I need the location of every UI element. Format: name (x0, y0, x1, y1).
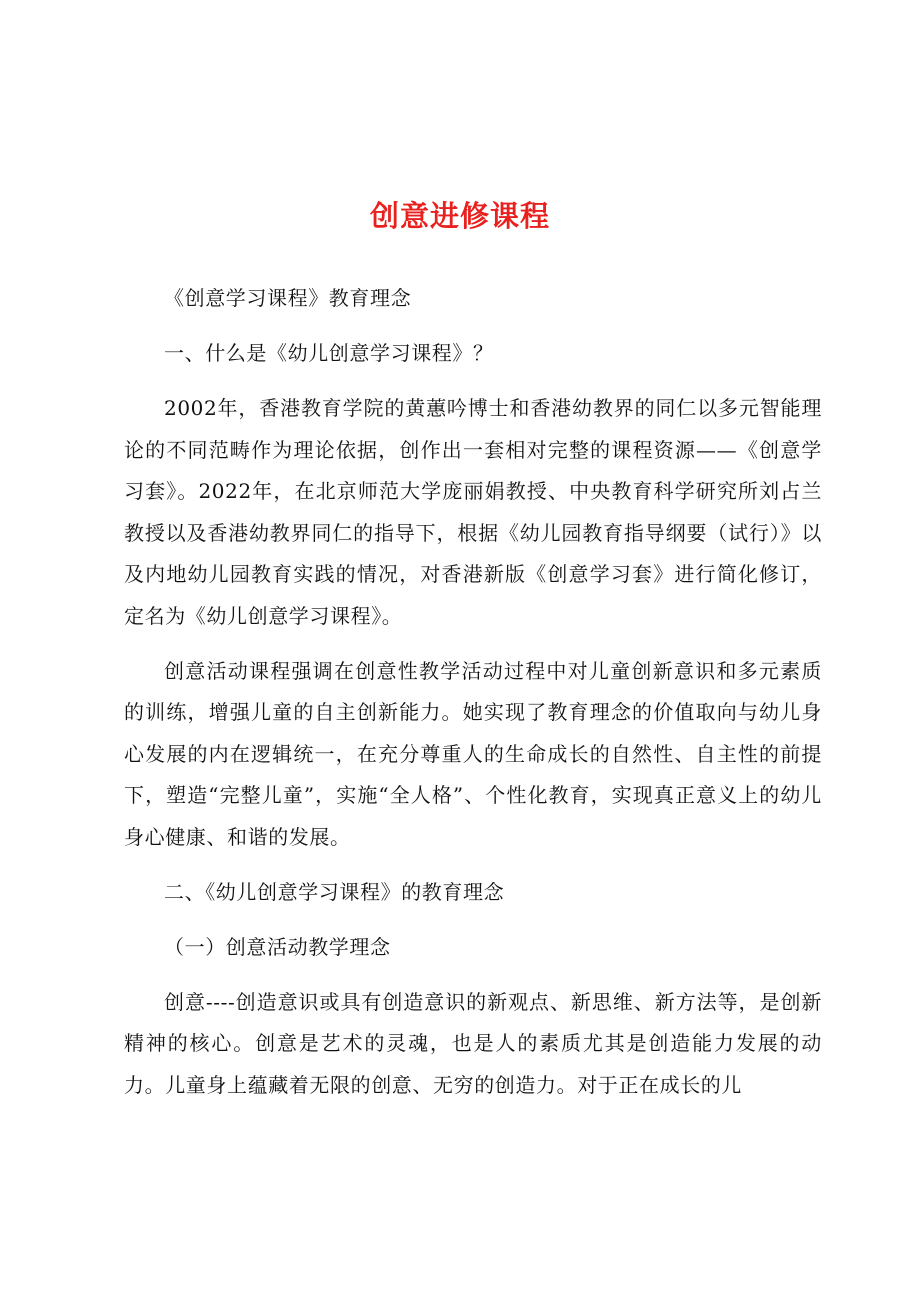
paragraph-creativity-definition: 创意----创造意识或具有创造意识的新观点、新思维、新方法等，是创新精神的核心。创意是艺术的灵魂，也是人的素质尤其是创造能力发展的动力。儿童身上蕴藏着无限的创意、无穷的创造力。对于正在成长的儿 (124, 989, 822, 1097)
paragraph-subsection-one-heading: （一）创意活动教学理念 (164, 934, 391, 959)
paragraph-heading-philosophy: 《创意学习课程》教育理念 (164, 286, 412, 310)
paragraph-course-emphasis: 创意活动课程强调在创意性教学活动过程中对儿童创新意识和多元素质的训练，增强儿童的自主创新能力。她实现了教育理念的价值取向与幼儿身心发展的内在逻辑统一，在充分尊重人的生命成长的自然性、自主性的前提下，塑造“完整儿童”，实施“全人格”、个性化教育，实现真正意义上的幼儿身心健康、和谐的发展。 (124, 658, 822, 849)
paragraph-section-one-heading: 一、什么是《幼儿创意学习课程》？ (164, 341, 494, 365)
document-title: 创意进修课程 (369, 199, 550, 233)
paragraph-history: 2002年，香港教育学院的黄蕙吟博士和香港幼教界的同仁以多元智能理论的不同范畴作为理论依据，创作出一套相对完整的课程资源——《创意学习套》。2022年，在北京师范大学庞丽娟教授、中央教育科学研究所刘占兰教授以及香港幼教界同仁的指导下，根据《幼儿园教育指导纲要（试行）》以及内地幼儿园教育实践的情况，对香港新版《创意学习套》进行简化修订，定名为《幼儿创意学习课程》。 (124, 396, 822, 628)
document-body (124, 278, 822, 1120)
paragraph-section-two-heading: 二、《幼儿创意学习课程》的教育理念 (164, 879, 505, 904)
